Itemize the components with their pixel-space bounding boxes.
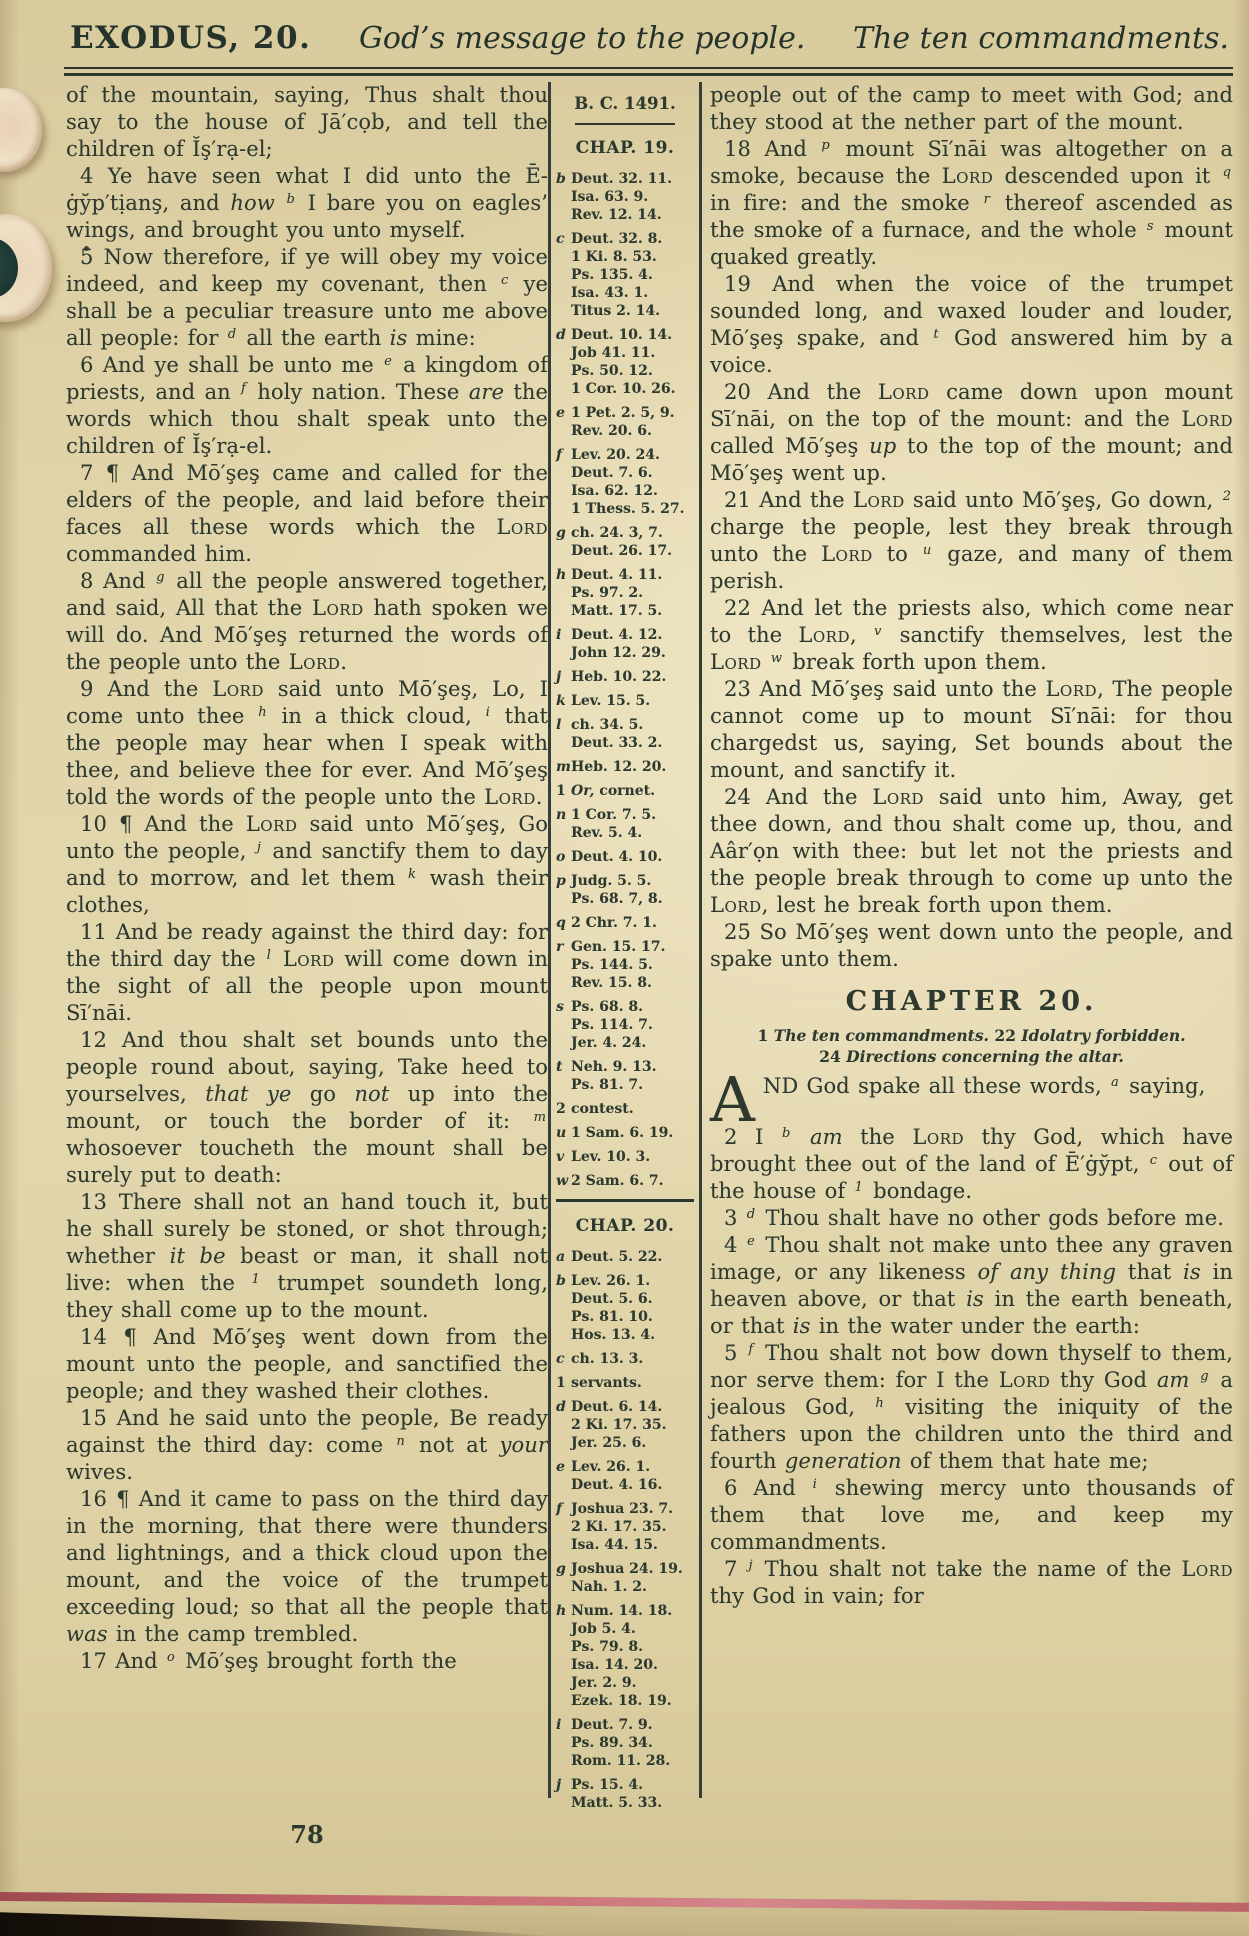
- small-caps-lord: Lord: [853, 488, 905, 512]
- running-head-center: God’s message to the people.: [358, 21, 806, 56]
- margin-reference: [556, 230, 694, 320]
- chap-19-references: [556, 170, 694, 1190]
- verse-paragraph: 9 And the Lord said unto Mō′şeş, Lo, I come unto thee $^h$ in a thick cloud, $^i$ that the people may hear when I speak with thee, and believe thee for ever. And Mō′şeş told the words of the people unto the Lord.: [66, 677, 548, 809]
- verse-paragraph: 13 There shall not an hand touch it, but he shall surely be stoned, or shot through; whether it be beast or man, it shall not live: when the $^1$ trumpet soundeth long, they shall come up to the mount.: [66, 1190, 548, 1322]
- small-caps-lord: Lord: [312, 596, 364, 620]
- reference-line: contest.: [571, 1101, 634, 1117]
- reference-line: Lev. 15. 5.: [571, 693, 651, 709]
- reference-label: r: [556, 939, 564, 955]
- reference-line: Gen. 15. 17.: [571, 939, 666, 955]
- verse-ref-letter: f: [241, 381, 246, 396]
- reference-label: e: [556, 405, 565, 421]
- reference-label: i: [556, 1717, 562, 1733]
- verse-ref-letter: j: [256, 840, 261, 855]
- margin-reference: [556, 1248, 694, 1266]
- reference-label: p: [556, 873, 566, 889]
- right-verses-chap19: [710, 82, 1233, 973]
- reference-line: 1 Pet. 2. 5, 9.: [571, 405, 675, 421]
- reference-line: Job 5. 4.: [571, 1621, 636, 1637]
- reference-label: t: [556, 1059, 563, 1075]
- italic-word: is: [389, 326, 408, 350]
- margin-reference: [556, 716, 694, 752]
- verse-paragraph: 2 I $^b$ am the Lord thy God, which have brought thee out of the land of Ē′ġy̆pt, $^c$ out of the house of $^1$ bondage.: [710, 1125, 1234, 1203]
- reference-line: Deut. 5. 6.: [571, 1291, 653, 1307]
- verse-paragraph: 19 And when the voice of the trumpet sounded long, and waxed louder and louder, Mō′şeş spake, and $^t$ God answered him by a voice.: [710, 272, 1233, 377]
- verse-paragraph: 14 ¶ And Mō′şeş went down from the mount unto the people, and sanctified the people; and they washed their clothes.: [66, 1325, 548, 1403]
- reference-line: ch. 13. 3.: [571, 1351, 644, 1367]
- verse-paragraph: 5 Now therefore, if ye will obey my voice indeed, and keep my covenant, then $^c$ ye shall be a peculiar treasure unto me above all people: for $^d$ all the earth is mine:: [66, 245, 548, 350]
- verse-ref-letter: c: [500, 273, 509, 288]
- reference-line: Ps. 81. 10.: [571, 1309, 653, 1325]
- reference-line: Deut. 5. 22.: [571, 1249, 663, 1265]
- era-rule: [575, 123, 674, 125]
- margin-reference: [556, 566, 694, 620]
- italic-word: generation: [784, 1449, 902, 1473]
- reference-line: Job 41. 11.: [571, 345, 656, 361]
- reference-label: q: [556, 915, 566, 931]
- verse-ref-letter: m: [533, 1110, 546, 1125]
- reference-label: i: [556, 627, 562, 643]
- chapter-summary: [710, 1025, 1233, 1067]
- reference-line: 1 Sam. 6. 19.: [571, 1125, 674, 1141]
- reference-line: Matt. 5. 33.: [571, 1795, 663, 1811]
- margin-reference: [556, 1124, 694, 1142]
- reference-line: ch. 34. 5.: [571, 717, 644, 733]
- reference-line: Deut. 26. 17.: [571, 543, 673, 559]
- reference-label: j: [556, 1777, 562, 1793]
- era-note: B. C. 1491.: [574, 94, 676, 113]
- margin-reference: [556, 1058, 694, 1094]
- verse-ref-letter: h: [875, 1396, 884, 1411]
- verse-paragraph: 16 ¶ And it came to pass on the third day in the morning, that there were thunders and lightnings, and a thick cloud upon the mount, and the voice of the trumpet exceeding loud; so that all the people that was in the camp trembled.: [66, 1487, 548, 1646]
- reference-line: Ps. 81. 7.: [571, 1077, 644, 1093]
- verse-paragraph: 18 And $^p$ mount Sī′nāi was altogether on a smoke, because the Lord descended upon it $^q$ in fire: and the smoke $^r$ thereof ascended as the smoke of a furnace, and the whole $^s$ mount quaked greatly.: [710, 137, 1233, 269]
- small-caps-lord: Lord: [912, 1125, 964, 1149]
- margin-reference: [556, 170, 694, 224]
- small-caps-lord: Lord: [798, 623, 850, 647]
- header-rule: [64, 67, 1233, 76]
- italic-word: is: [792, 1314, 811, 1338]
- reference-line: Ps. 135. 4.: [571, 267, 653, 283]
- reference-line: Deut. 10. 14.: [571, 327, 673, 343]
- reference-line: Ps. 15. 4.: [571, 1777, 644, 1793]
- reference-line: Deut. 7. 9.: [571, 1717, 653, 1733]
- reference-line: 2 Ki. 17. 35.: [571, 1519, 667, 1535]
- verse-ref-letter: i: [812, 1477, 817, 1492]
- reference-label: j: [556, 669, 562, 685]
- reference-label: m: [556, 759, 571, 775]
- small-caps-lord: Lord: [1181, 407, 1233, 431]
- verse-paragraph: 11 And be ready against the third day: for the third day the $^l$ Lord will come down in the sight of all the people upon mount Sī′nāi.: [66, 920, 548, 1025]
- small-caps-lord: Lord: [872, 785, 924, 809]
- reference-label: a: [556, 1249, 566, 1265]
- reference-label: d: [556, 327, 566, 343]
- reference-line: Ps. 144. 5.: [571, 957, 653, 973]
- margin-reference: [556, 872, 694, 908]
- continuation-paragraph: of the mountain, saying, Thus shalt thou say to the house of Jā′cọb, and tell the children of Ĭş′rạ-el;: [66, 83, 548, 161]
- verse-ref-letter: r: [983, 192, 990, 207]
- italic-word: Directions concerning the altar.: [846, 1047, 1124, 1066]
- reference-line: Or, cornet.: [571, 783, 655, 799]
- reference-line: Rev. 12. 14.: [571, 207, 662, 223]
- reference-label: e: [556, 1459, 565, 1475]
- reference-label: 2: [556, 1101, 566, 1117]
- reference-line: Rev. 15. 8.: [571, 975, 652, 991]
- margin-reference: [556, 1560, 694, 1596]
- reference-label: s: [556, 999, 564, 1015]
- verse-paragraph: 23 And Mō′şeş said unto the Lord, The people cannot come up to mount Sī′nāi: for thou chargedst us, saying, Set bounds about the mount, and sanctify it.: [710, 677, 1233, 782]
- verse-paragraph: 17 And $^o$ Mō′şeş brought forth the: [80, 1649, 457, 1673]
- reference-line: Deut. 6. 14.: [571, 1399, 663, 1415]
- small-caps-lord: Lord: [484, 785, 536, 809]
- reference-line: John 12. 29.: [571, 645, 666, 661]
- reference-line: Isa. 43. 1.: [571, 285, 649, 301]
- small-caps-lord: Lord: [877, 380, 930, 404]
- reference-line: Deut. 4. 12.: [571, 627, 663, 643]
- drop-cap: A: [710, 1063, 755, 1136]
- reference-line: Rev. 20. 6.: [571, 423, 652, 439]
- margin-reference: [556, 326, 694, 398]
- verse-paragraph: 6 And ye shall be unto me $^e$ a kingdom of priests, and an $^f$ holy nation. These are the words which thou shalt speak unto the children of Ĭş′rạ-el.: [66, 353, 549, 458]
- verse-paragraph: 4 $^e$ Thou shalt not make unto thee any graven image, or any likeness of any thing that is in heaven above, or that is in the earth beneath, or that is in the water under the earth:: [710, 1233, 1234, 1338]
- small-caps-lord: Lord: [245, 812, 298, 836]
- reference-line: Ps. 89. 34.: [571, 1735, 653, 1751]
- italic-word: that ye: [205, 1082, 292, 1106]
- verse-paragraph: 25 So Mō′şeş went down unto the people, and spake unto them.: [710, 920, 1233, 971]
- reference-label: u: [556, 1125, 567, 1141]
- right-text-column: [702, 82, 1233, 1818]
- italic-word: are: [468, 380, 505, 404]
- reference-line: Joshua 24. 19.: [571, 1561, 683, 1577]
- small-caps-lord: Lord: [288, 650, 341, 674]
- margin-reference: [556, 1272, 694, 1344]
- reference-label: v: [556, 1149, 565, 1165]
- margin-reference: [556, 1350, 694, 1368]
- reference-line: Matt. 17. 5.: [571, 603, 663, 619]
- reference-line: 2 Chr. 7. 1.: [571, 915, 657, 931]
- page-number: 78: [290, 1820, 324, 1849]
- italic-word: Or,: [571, 783, 595, 799]
- verse-ref-letter: p: [821, 138, 830, 153]
- margin-reference: [556, 1716, 694, 1770]
- italic-word: of any thing: [977, 1260, 1117, 1284]
- italic-word: am: [1156, 1368, 1190, 1392]
- margin-reference: [556, 524, 694, 560]
- reference-line: 2 Sam. 6. 7.: [571, 1173, 664, 1189]
- margin-reference: [556, 758, 694, 776]
- verse-paragraph: 12 And thou shalt set bounds unto the people round about, saying, Take heed to yourselves, that ye go not up into the mount, or touch the border of it: $^m$ whosoever toucheth the mount shall be surely put to death:: [66, 1028, 548, 1187]
- reference-line: Isa. 63. 9.: [571, 189, 649, 205]
- verse-ref-letter: u: [922, 543, 932, 558]
- margin-reference: [556, 1148, 694, 1166]
- reference-line: Num. 14. 18.: [571, 1603, 673, 1619]
- verse-ref-letter: j: [748, 1558, 753, 1573]
- margin-reference: [556, 626, 694, 662]
- margin-reference-column: [551, 82, 699, 1818]
- verse-ref-letter: v: [873, 624, 882, 639]
- continuation-paragraph: people out of the camp to meet with God; and they stood at the nether part of the mount.: [710, 83, 1233, 134]
- margin-reference: [556, 1602, 694, 1710]
- verse-ref-letter: l: [266, 948, 271, 963]
- italic-word: am: [809, 1125, 843, 1149]
- reference-label: g: [556, 1561, 566, 1577]
- italic-word: Idolatry forbidden.: [1021, 1026, 1186, 1045]
- verse-paragraph: 21 And the Lord said unto Mō′şeş, Go down, $^2$ charge the people, lest they break through unto the Lord to $^u$ gaze, and many of them perish.: [710, 488, 1233, 593]
- verse-ref-letter: b: [781, 1126, 791, 1141]
- reference-line: Joshua 23. 7.: [571, 1501, 673, 1517]
- italic-word: your: [499, 1433, 548, 1457]
- verse-ref-letter: d: [227, 327, 237, 342]
- small-caps-lord: Lord: [1181, 1557, 1233, 1581]
- reference-line: 1 Cor. 7. 5.: [571, 807, 657, 823]
- margin-reference: [556, 1100, 694, 1118]
- margin-reference: [556, 1172, 694, 1190]
- italic-word: how: [230, 191, 275, 215]
- italic-word: it be: [169, 1244, 226, 1268]
- verse-ref-letter: 1: [854, 1180, 863, 1195]
- reference-label: 1: [556, 1375, 566, 1391]
- italic-word: up: [869, 434, 897, 458]
- reference-label: w: [556, 1173, 569, 1189]
- chap-20-heading: CHAP. 20.: [575, 1216, 675, 1236]
- reference-label: h: [556, 567, 567, 583]
- small-caps-lord: Lord: [496, 515, 548, 539]
- thumb-index-tab: [0, 88, 42, 172]
- verse-ref-letter: e: [747, 1234, 755, 1249]
- verse-paragraph: 8 And $^g$ all the people answered together, and said, All that the Lord hath spoken we will do. And Mō′şeş returned the words of the people unto the Lord.: [66, 569, 548, 674]
- reference-line: Deut. 4. 10.: [571, 849, 663, 865]
- small-caps-lord: Lord: [710, 893, 762, 917]
- margin-reference: [556, 1374, 694, 1392]
- right-verses-chap20: [710, 1063, 1234, 1610]
- continuation-paragraph: AND God spake all these words, $^a$ saying,: [710, 1063, 1206, 1136]
- reference-line: Lev. 10. 3.: [571, 1149, 651, 1165]
- verse-ref-letter: c: [1149, 1153, 1158, 1168]
- verse-paragraph: 24 And the Lord said unto him, Away, get thee down, and thou shalt come up, thou, and Aâr′ọn with thee: but let not the priests and the people break through to come up unto the Lord, lest he break forth upon them.: [710, 785, 1234, 917]
- reference-label: f: [556, 447, 563, 463]
- margin-divider: [556, 1199, 694, 1202]
- margin-reference: [556, 1776, 694, 1812]
- reference-line: ch. 24. 3, 7.: [571, 525, 663, 541]
- verse-paragraph: 7 ¶ And Mō′şeş came and called for the elders of the people, and laid before their faces all these words which the Lord commanded him.: [66, 461, 548, 566]
- reference-line: Heb. 10. 22.: [571, 669, 667, 685]
- margin-reference: [556, 668, 694, 686]
- reference-label: n: [556, 807, 567, 823]
- verse-ref-letter: q: [1222, 165, 1231, 180]
- reference-line: Hos. 13. 4.: [571, 1327, 656, 1343]
- reference-line: Deut. 33. 2.: [571, 735, 663, 751]
- reference-line: Jer. 4. 24.: [571, 1035, 647, 1051]
- reference-line: Isa. 44. 15.: [571, 1537, 658, 1553]
- reference-line: Deut. 4. 11.: [571, 567, 663, 583]
- margin-reference: [556, 848, 694, 866]
- verse-ref-letter: t: [933, 327, 939, 342]
- reference-line: 2 Ki. 17. 35.: [571, 1417, 667, 1433]
- verse-paragraph: 6 And $^i$ shewing mercy unto thousands of them that love me, and keep my commandments.: [710, 1476, 1233, 1554]
- chap-19-heading: CHAP. 19.: [575, 138, 675, 158]
- margin-reference: [556, 998, 694, 1052]
- italic-word: not: [354, 1082, 390, 1106]
- thumb-index-tab-dark: [0, 214, 52, 322]
- page-columns: [66, 82, 1233, 1818]
- verse-ref-letter: k: [408, 867, 416, 882]
- small-caps-lord: Lord: [821, 542, 873, 566]
- margin-reference: [556, 692, 694, 710]
- verse-ref-letter: 1: [251, 1272, 260, 1287]
- reference-line: 1 Cor. 10. 26.: [571, 381, 676, 397]
- small-caps-lord: Lord: [710, 650, 762, 674]
- small-caps-lord: Lord: [212, 677, 264, 701]
- verse-paragraph: 10 ¶ And the Lord said unto Mō′şeş, Go unto the people, $^j$ and sanctify them to day and to morrow, and let them $^k$ wash their clothes,: [66, 812, 548, 917]
- reference-line: Ps. 68. 8.: [571, 999, 644, 1015]
- reference-line: Isa. 62. 12.: [571, 483, 658, 499]
- margin-reference: [556, 1398, 694, 1452]
- verse-ref-letter: a: [1111, 1075, 1119, 1090]
- reference-line: Rev. 5. 4.: [571, 825, 643, 841]
- reference-line: Isa. 14. 20.: [571, 1657, 658, 1673]
- reference-line: Jer. 25. 6.: [571, 1435, 647, 1451]
- reference-line: 1 Thess. 5. 27.: [571, 501, 685, 517]
- reference-line: Ps. 79. 8.: [571, 1639, 644, 1655]
- verse-ref-letter: g: [156, 570, 165, 585]
- margin-reference: [556, 938, 694, 992]
- verse-paragraph: 20 And the Lord came down upon mount Sī′nāi, on the top of the mount: and the Lord called Mō′şeş up to the top of the mount; and Mō′şeş went up.: [710, 380, 1234, 485]
- reference-line: Jer. 2. 9.: [571, 1675, 637, 1691]
- reference-label: b: [556, 1273, 566, 1289]
- verse-paragraph: 15 And he said unto the people, Be ready against the third day: come $^n$ not at your wives.: [66, 1406, 548, 1484]
- chap-20-references: [556, 1248, 694, 1812]
- reference-line: Heb. 12. 20.: [571, 759, 667, 775]
- reference-label: k: [556, 693, 566, 709]
- italic-word: was: [66, 1622, 108, 1646]
- running-head-right: The ten commandments.: [853, 21, 1229, 56]
- reference-line: Ps. 68. 7, 8.: [571, 891, 663, 907]
- reference-line: Judg. 5. 5.: [571, 873, 652, 889]
- small-caps-lord: Lord: [1045, 677, 1098, 701]
- verse-ref-letter: n: [396, 1434, 405, 1449]
- reference-line: Nah. 1. 2.: [571, 1579, 647, 1595]
- reference-line: Ps. 50. 12.: [571, 363, 653, 379]
- verse-ref-letter: s: [1146, 219, 1154, 234]
- reference-label: f: [556, 1501, 563, 1517]
- italic-word: is: [1183, 1260, 1201, 1284]
- reference-label: c: [556, 1351, 565, 1367]
- reference-line: Deut. 32. 8.: [571, 231, 663, 247]
- reference-label: d: [556, 1399, 566, 1415]
- reference-line: Lev. 26. 1.: [571, 1459, 651, 1475]
- reference-label: b: [556, 171, 566, 187]
- reference-line: Ps. 97. 2.: [571, 585, 644, 601]
- small-caps-lord: Lord: [998, 1368, 1051, 1392]
- verse-ref-letter: i: [485, 705, 490, 720]
- reference-label: g: [556, 525, 566, 541]
- margin-reference: [556, 404, 694, 440]
- margin-reference: [556, 806, 694, 842]
- reference-line: Titus 2. 14.: [571, 303, 660, 319]
- reference-line: Neh. 9. 13.: [571, 1059, 657, 1075]
- reference-line: Deut. 32. 11.: [571, 171, 673, 187]
- margin-reference: [556, 914, 694, 932]
- verse-paragraph: 3 $^d$ Thou shalt have no other gods before me.: [724, 1206, 1225, 1230]
- margin-reference: [556, 1500, 694, 1554]
- verse-paragraph: 4 Ye have seen what I did unto the Ē-ġy̆p′tịanş, and how $^b$ I bare you on eagles’ wings, and brought you unto myself.: [66, 164, 548, 242]
- reference-label: 1: [556, 783, 566, 799]
- verse-ref-letter: b: [286, 192, 295, 207]
- running-head: [70, 20, 1229, 56]
- small-caps-lord: Lord: [941, 164, 994, 188]
- reference-label: l: [556, 717, 562, 733]
- italic-word: is: [966, 1287, 984, 1311]
- verse-ref-letter: 2: [1222, 489, 1231, 504]
- reference-line: Deut. 4. 16.: [571, 1477, 663, 1493]
- reference-line: servants.: [571, 1375, 642, 1391]
- chapter-20-heading: CHAPTER 20.: [845, 986, 1098, 1017]
- reference-label: h: [556, 1603, 567, 1619]
- reference-line: Lev. 20. 24.: [571, 447, 660, 463]
- reference-line: Lev. 26. 1.: [571, 1273, 651, 1289]
- verse-ref-letter: h: [258, 705, 267, 720]
- verse-ref-letter: d: [746, 1207, 756, 1222]
- verse-paragraph: 5 $^f$ Thou shalt not bow down thyself to them, nor serve them: for I the Lord thy God am $^g$ a jealous God, $^h$ visiting the iniquity of the fathers upon the children unto the third and fourth generation of them that hate me;: [710, 1341, 1233, 1473]
- chapter-summary-line: 24 Directions concerning the altar.: [819, 1047, 1124, 1066]
- reference-line: Deut. 7. 6.: [571, 465, 653, 481]
- italic-word: The ten commandments.: [773, 1026, 989, 1045]
- margin-reference: [556, 1458, 694, 1494]
- reference-label: o: [556, 849, 566, 865]
- reference-line: Ezek. 18. 19.: [571, 1693, 672, 1709]
- reference-line: 1 Ki. 8. 53.: [571, 249, 657, 265]
- verse-ref-letter: w: [770, 651, 783, 666]
- reference-line: Rom. 11. 28.: [571, 1753, 671, 1769]
- margin-reference: [556, 782, 694, 800]
- chapter-summary-line: 1 The ten commandments. 22 Idolatry forbidden.: [757, 1026, 1186, 1045]
- verse-ref-letter: g: [1200, 1369, 1209, 1384]
- left-text-column: [66, 82, 548, 1818]
- reference-line: Ps. 114. 7.: [571, 1017, 653, 1033]
- verse-ref-letter: e: [384, 354, 392, 369]
- verse-ref-letter: f: [748, 1342, 754, 1357]
- small-caps-lord: Lord: [282, 947, 335, 971]
- page-title-book: EXODUS, 20.: [70, 20, 312, 56]
- verse-paragraph: 22 And let the priests also, which come near to the Lord, $^v$ sanctify themselves, lest the Lord $^w$ break forth upon them.: [710, 596, 1233, 674]
- verse-ref-letter: o: [166, 1650, 175, 1665]
- reference-label: c: [556, 231, 565, 247]
- margin-reference: [556, 446, 694, 518]
- verse-paragraph: 7 $^j$ Thou shalt not take the name of the Lord thy God in vain; for: [710, 1557, 1233, 1608]
